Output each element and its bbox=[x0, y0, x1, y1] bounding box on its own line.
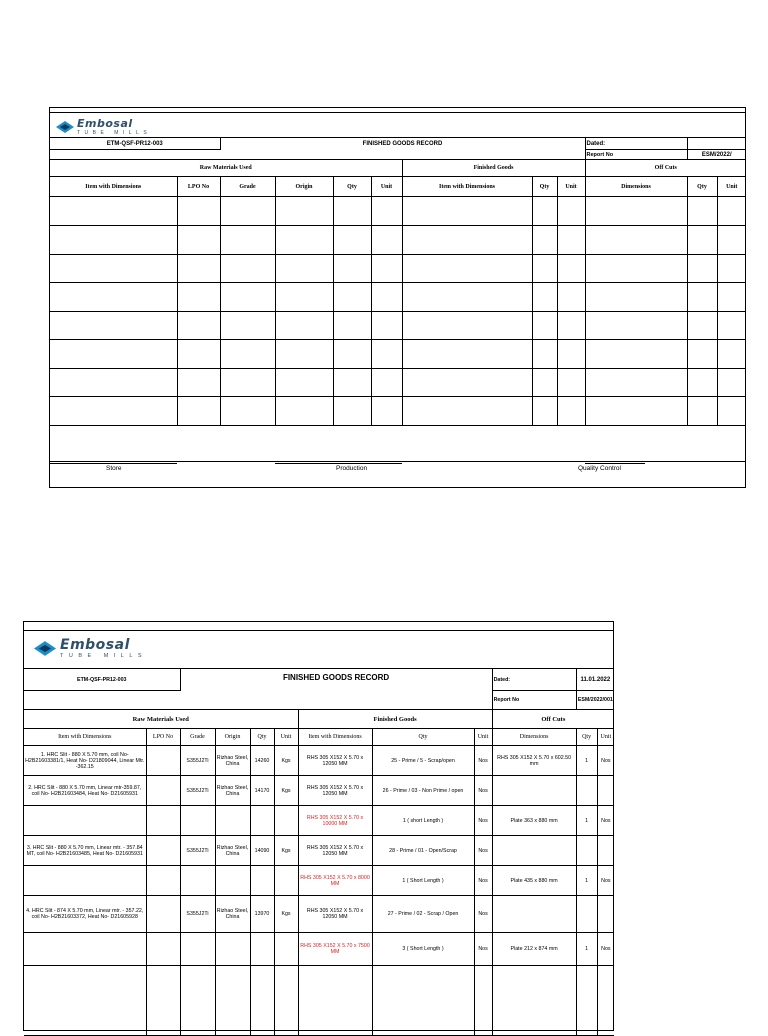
cell-oc-unit[interactable] bbox=[597, 776, 614, 806]
cell-oc-qty[interactable] bbox=[576, 896, 597, 933]
cell-oc-unit[interactable]: Nos bbox=[597, 806, 614, 836]
dated-value[interactable]: 11.01.2022 bbox=[576, 669, 614, 691]
table-cell[interactable] bbox=[402, 255, 532, 283]
table-cell[interactable] bbox=[687, 255, 717, 283]
table-cell[interactable] bbox=[371, 312, 402, 340]
table-cell[interactable] bbox=[371, 226, 402, 255]
cell-fg-unit[interactable]: Nos bbox=[474, 806, 492, 836]
table-cell[interactable] bbox=[50, 226, 177, 255]
table-cell[interactable] bbox=[333, 312, 371, 340]
logo-name: Embosal bbox=[60, 637, 130, 653]
col-oc-dimensions: Dimensions bbox=[492, 729, 576, 746]
table-cell[interactable] bbox=[532, 283, 557, 312]
table-row bbox=[50, 255, 746, 283]
cell-rm-grade[interactable] bbox=[180, 866, 215, 896]
cell-oc-qty[interactable]: 1 bbox=[576, 866, 597, 896]
form-blank bbox=[49, 107, 746, 488]
cell-fg-item[interactable]: RHS 305 X152 X 5.70 x 7500 MM bbox=[298, 933, 372, 966]
cell-oc-unit[interactable]: Nos bbox=[597, 746, 614, 776]
cell-rm-origin[interactable]: Rizhao Steel, China bbox=[215, 746, 250, 776]
report-value[interactable]: ESM/2022/001 bbox=[576, 691, 614, 710]
cell-rm-lpo[interactable] bbox=[146, 966, 180, 1036]
col-fg-qty: Qty bbox=[532, 177, 557, 197]
cell-rm-item[interactable] bbox=[24, 966, 146, 1036]
cell-rm-qty[interactable]: 14090 bbox=[250, 836, 274, 866]
cell-rm-unit[interactable] bbox=[274, 806, 298, 836]
logo-diamond-icon bbox=[34, 641, 56, 656]
section-finished-goods: Finished Goods bbox=[402, 160, 585, 177]
table-cell[interactable] bbox=[532, 369, 557, 397]
dated-label: Dated: bbox=[585, 138, 687, 150]
cell-rm-lpo[interactable] bbox=[146, 806, 180, 836]
header-rule bbox=[24, 630, 613, 631]
cell-rm-unit[interactable]: Kgs bbox=[274, 746, 298, 776]
table-cell[interactable] bbox=[220, 369, 275, 397]
table-cell[interactable] bbox=[402, 340, 532, 369]
table-cell[interactable] bbox=[275, 283, 333, 312]
table-cell[interactable] bbox=[585, 369, 687, 397]
table-cell[interactable] bbox=[687, 369, 717, 397]
cell-oc-dimensions[interactable]: RHS 305 X152 X 5.70 x 602.50 mm bbox=[492, 746, 576, 776]
cell-oc-dimensions[interactable] bbox=[492, 896, 576, 933]
table-cell[interactable] bbox=[220, 340, 275, 369]
cell-oc-unit[interactable]: Nos bbox=[597, 933, 614, 966]
col-item-dimensions: Item with Dimensions bbox=[50, 177, 177, 197]
col-oc-unit: Unit bbox=[597, 729, 614, 746]
table-row bbox=[24, 933, 614, 966]
cell-rm-qty[interactable] bbox=[250, 866, 274, 896]
table-row bbox=[50, 283, 746, 312]
cell-fg-unit[interactable] bbox=[474, 966, 492, 1036]
table-cell[interactable] bbox=[177, 197, 220, 226]
cell-oc-dimensions[interactable] bbox=[492, 776, 576, 806]
form1-body bbox=[50, 197, 746, 426]
table-cell[interactable] bbox=[333, 283, 371, 312]
doc-code: ETM-QSF-PR12-003 bbox=[50, 138, 220, 150]
cell-rm-origin[interactable]: Rizhao Steel, China bbox=[215, 776, 250, 806]
table-cell[interactable] bbox=[532, 226, 557, 255]
cell-fg-qty[interactable]: 26 - Prime / 03 - Non Prime / open bbox=[372, 776, 474, 806]
cell-rm-item[interactable] bbox=[24, 866, 146, 896]
col-grade: Grade bbox=[180, 729, 215, 746]
table-cell[interactable] bbox=[557, 255, 585, 283]
table-cell[interactable] bbox=[687, 312, 717, 340]
table-row bbox=[24, 966, 614, 1036]
signature-quality-control: Quality Control bbox=[578, 465, 621, 472]
cell-rm-origin[interactable] bbox=[215, 866, 250, 896]
logo-diamond-icon bbox=[56, 121, 74, 133]
cell-fg-item[interactable]: RHS 305 X152 X 5.70 x 12050 MM bbox=[298, 746, 372, 776]
table-cell[interactable] bbox=[333, 397, 371, 426]
form-title: FINISHED GOODS RECORD bbox=[180, 669, 492, 691]
table-row bbox=[50, 369, 746, 397]
cell-fg-qty[interactable] bbox=[372, 966, 474, 1036]
table-row bbox=[50, 397, 746, 426]
table-cell[interactable] bbox=[717, 283, 746, 312]
logo-name: Embosal bbox=[77, 117, 133, 130]
table-cell[interactable] bbox=[557, 312, 585, 340]
logo-tagline: TUBE MILLS bbox=[60, 653, 148, 659]
table-cell[interactable] bbox=[532, 397, 557, 426]
cell-fg-item[interactable]: RHS 305 X152 X 5.70 x 10000 MM bbox=[298, 806, 372, 836]
cell-fg-item[interactable] bbox=[298, 966, 372, 1036]
table-cell[interactable] bbox=[585, 340, 687, 369]
table-cell[interactable] bbox=[50, 397, 177, 426]
cell-rm-grade[interactable] bbox=[180, 933, 215, 966]
table-cell[interactable] bbox=[717, 312, 746, 340]
cell-rm-qty[interactable]: 14170 bbox=[250, 776, 274, 806]
table-cell[interactable] bbox=[177, 340, 220, 369]
cell-oc-unit[interactable] bbox=[597, 836, 614, 866]
cell-rm-grade[interactable]: S355J2Ti bbox=[180, 746, 215, 776]
table-cell[interactable] bbox=[402, 283, 532, 312]
company-logo bbox=[56, 118, 151, 136]
col-qty: Qty bbox=[333, 177, 371, 197]
table-cell[interactable] bbox=[275, 226, 333, 255]
cell-oc-unit[interactable] bbox=[597, 896, 614, 933]
table-cell[interactable] bbox=[371, 197, 402, 226]
form2-table bbox=[24, 668, 614, 1036]
cell-fg-qty[interactable]: 28 - Prime / 01 - Open/Scrap bbox=[372, 836, 474, 866]
col-lpo-no: LPO No bbox=[146, 729, 180, 746]
cell-oc-qty[interactable]: 1 bbox=[576, 933, 597, 966]
cell-rm-origin[interactable] bbox=[215, 806, 250, 836]
form-title: FINISHED GOODS RECORD bbox=[220, 138, 585, 150]
section-off-cuts: Off Cuts bbox=[585, 160, 746, 177]
cell-rm-qty[interactable] bbox=[250, 933, 274, 966]
col-unit: Unit bbox=[274, 729, 298, 746]
table-cell[interactable] bbox=[402, 226, 532, 255]
cell-rm-item[interactable]: 3. HRC Slit - 880 X 5.70 mm, Linear mtr. - 357.84 MT, coil No- H2B21603485, Heat No- D21605931 bbox=[24, 836, 146, 866]
logo-tagline: TUBE MILLS bbox=[77, 130, 152, 136]
table-cell[interactable] bbox=[687, 197, 717, 226]
cell-rm-lpo[interactable] bbox=[146, 896, 180, 933]
cell-fg-item[interactable]: RHS 305 X152 X 5.70 x 12050 MM bbox=[298, 776, 372, 806]
cell-fg-unit[interactable]: Nos bbox=[474, 896, 492, 933]
cell-rm-lpo[interactable] bbox=[146, 746, 180, 776]
signature-area bbox=[50, 426, 746, 462]
col-oc-unit: Unit bbox=[717, 177, 746, 197]
table-row bbox=[24, 836, 614, 866]
cell-rm-unit[interactable]: Kgs bbox=[274, 836, 298, 866]
doc-code: ETM-QSF-PR12-003 bbox=[24, 669, 180, 691]
col-fg-unit: Unit bbox=[557, 177, 585, 197]
table-cell[interactable] bbox=[371, 255, 402, 283]
table-cell[interactable] bbox=[371, 283, 402, 312]
col-fg-qty: Qty bbox=[372, 729, 474, 746]
cell-rm-grade[interactable]: S355J2Ti bbox=[180, 896, 215, 933]
signature-store: Store bbox=[106, 465, 122, 472]
cell-fg-unit[interactable]: Nos bbox=[474, 933, 492, 966]
table-cell[interactable] bbox=[275, 340, 333, 369]
table-row bbox=[50, 226, 746, 255]
cell-fg-qty[interactable]: 1 ( Short Length ) bbox=[372, 866, 474, 896]
cell-rm-unit[interactable] bbox=[274, 966, 298, 1036]
cell-rm-qty[interactable]: 13970 bbox=[250, 896, 274, 933]
table-cell[interactable] bbox=[717, 340, 746, 369]
cell-fg-qty[interactable]: 1 ( short Length ) bbox=[372, 806, 474, 836]
cell-rm-origin[interactable] bbox=[215, 966, 250, 1036]
table-cell[interactable] bbox=[220, 312, 275, 340]
cell-rm-item[interactable]: 2. HRC Slit - 880 X 5.70 mm, Linear mtr-359.87, coil No- H2B21603484, Heat No- D21605931 bbox=[24, 776, 146, 806]
table-cell[interactable] bbox=[585, 397, 687, 426]
table-row bbox=[50, 312, 746, 340]
table-cell[interactable] bbox=[402, 369, 532, 397]
table-cell[interactable] bbox=[717, 226, 746, 255]
form1-table bbox=[50, 137, 746, 479]
col-unit: Unit bbox=[371, 177, 402, 197]
cell-fg-qty[interactable]: 25 - Prime / 5 - Scrap/open bbox=[372, 746, 474, 776]
table-cell[interactable] bbox=[687, 397, 717, 426]
col-fg-item-dimensions: Item with Dimensions bbox=[298, 729, 372, 746]
table-cell[interactable] bbox=[585, 197, 687, 226]
cell-rm-lpo[interactable] bbox=[146, 866, 180, 896]
table-cell[interactable] bbox=[333, 369, 371, 397]
cell-oc-qty[interactable]: 1 bbox=[576, 746, 597, 776]
column-header-row bbox=[50, 177, 746, 197]
cell-rm-item[interactable]: 4. HRC Slit - 874 X 5.70 mm, Linear mtr. - 357.22, coil No- H2B21603372, Heat No- D21605928 bbox=[24, 896, 146, 933]
cell-oc-qty[interactable]: 1 bbox=[576, 806, 597, 836]
table-cell[interactable] bbox=[50, 197, 177, 226]
cell-oc-dimensions[interactable] bbox=[492, 836, 576, 866]
cell-fg-item[interactable]: RHS 305 X152 X 5.70 x 12050 MM bbox=[298, 896, 372, 933]
table-cell[interactable] bbox=[687, 283, 717, 312]
report-label: Report No bbox=[585, 150, 687, 160]
table-cell[interactable] bbox=[557, 369, 585, 397]
table-cell[interactable] bbox=[557, 340, 585, 369]
table-cell[interactable] bbox=[275, 397, 333, 426]
form2-body bbox=[24, 746, 614, 1036]
table-cell[interactable] bbox=[557, 226, 585, 255]
table-cell[interactable] bbox=[333, 340, 371, 369]
table-cell[interactable] bbox=[402, 197, 532, 226]
table-cell[interactable] bbox=[275, 197, 333, 226]
table-row bbox=[50, 197, 746, 226]
col-oc-qty: Qty bbox=[687, 177, 717, 197]
cell-oc-unit[interactable] bbox=[597, 966, 614, 1036]
table-row bbox=[24, 866, 614, 896]
cell-oc-unit[interactable]: Nos bbox=[597, 866, 614, 896]
col-origin: Origin bbox=[215, 729, 250, 746]
table-cell[interactable] bbox=[402, 397, 532, 426]
cell-oc-dimensions[interactable]: Plate 435 x 880 mm bbox=[492, 866, 576, 896]
col-grade: Grade bbox=[220, 177, 275, 197]
table-cell[interactable] bbox=[50, 369, 177, 397]
table-cell[interactable] bbox=[333, 197, 371, 226]
table-cell[interactable] bbox=[333, 226, 371, 255]
table-cell[interactable] bbox=[275, 255, 333, 283]
cell-oc-dimensions[interactable] bbox=[492, 966, 576, 1036]
table-cell[interactable] bbox=[177, 397, 220, 426]
table-row bbox=[24, 746, 614, 776]
cell-rm-lpo[interactable] bbox=[146, 836, 180, 866]
table-cell[interactable] bbox=[585, 255, 687, 283]
cell-rm-grade[interactable]: S355J2Ti bbox=[180, 836, 215, 866]
table-cell[interactable] bbox=[275, 369, 333, 397]
cell-oc-qty[interactable] bbox=[576, 836, 597, 866]
table-cell[interactable] bbox=[557, 197, 585, 226]
dated-value[interactable] bbox=[687, 138, 746, 150]
table-cell[interactable] bbox=[220, 197, 275, 226]
cell-fg-unit[interactable]: Nos bbox=[474, 836, 492, 866]
col-fg-unit: Unit bbox=[474, 729, 492, 746]
table-cell[interactable] bbox=[371, 340, 402, 369]
cell-fg-unit[interactable]: Nos bbox=[474, 776, 492, 806]
cell-oc-dimensions[interactable]: Plate 363 x 880 mm bbox=[492, 806, 576, 836]
cell-fg-unit[interactable]: Nos bbox=[474, 746, 492, 776]
cell-rm-lpo[interactable] bbox=[146, 776, 180, 806]
table-cell[interactable] bbox=[402, 312, 532, 340]
table-cell[interactable] bbox=[532, 340, 557, 369]
signature-production: Production bbox=[336, 465, 368, 472]
cell-oc-dimensions[interactable]: Plate 212 x 874 mm bbox=[492, 933, 576, 966]
col-qty: Qty bbox=[250, 729, 274, 746]
cell-oc-qty[interactable] bbox=[576, 966, 597, 1036]
cell-rm-unit[interactable] bbox=[274, 866, 298, 896]
table-cell[interactable] bbox=[177, 226, 220, 255]
cell-oc-qty[interactable] bbox=[576, 776, 597, 806]
table-cell[interactable] bbox=[717, 369, 746, 397]
table-cell[interactable] bbox=[177, 283, 220, 312]
table-cell[interactable] bbox=[717, 255, 746, 283]
cell-rm-grade[interactable]: S355J2Ti bbox=[180, 776, 215, 806]
header-rule bbox=[50, 112, 745, 113]
table-cell[interactable] bbox=[557, 283, 585, 312]
table-cell[interactable] bbox=[717, 197, 746, 226]
table-cell[interactable] bbox=[687, 226, 717, 255]
cell-rm-item[interactable] bbox=[24, 806, 146, 836]
table-cell[interactable] bbox=[50, 312, 177, 340]
col-lpo-no: LPO No bbox=[177, 177, 220, 197]
table-cell[interactable] bbox=[585, 226, 687, 255]
col-oc-dimensions: Dimensions bbox=[585, 177, 687, 197]
table-row bbox=[24, 896, 614, 933]
table-cell[interactable] bbox=[177, 312, 220, 340]
section-raw-materials: Raw Materials Used bbox=[24, 710, 298, 729]
table-cell[interactable] bbox=[177, 255, 220, 283]
form-filled bbox=[23, 621, 614, 1031]
cell-rm-origin[interactable]: Rizhao Steel, China bbox=[215, 836, 250, 866]
cell-fg-qty[interactable]: 27 - Prime / 02 - Scrap / Open bbox=[372, 896, 474, 933]
table-row bbox=[24, 806, 614, 836]
table-row bbox=[50, 340, 746, 369]
table-cell[interactable] bbox=[532, 255, 557, 283]
table-cell[interactable] bbox=[50, 283, 177, 312]
table-cell[interactable] bbox=[50, 255, 177, 283]
table-row bbox=[24, 776, 614, 806]
section-raw-materials: Raw Materials Used bbox=[50, 160, 402, 177]
table-cell[interactable] bbox=[275, 312, 333, 340]
cell-rm-unit[interactable]: Kgs bbox=[274, 776, 298, 806]
cell-rm-qty[interactable] bbox=[250, 806, 274, 836]
cell-rm-item[interactable] bbox=[24, 933, 146, 966]
col-fg-item-dimensions: Item with Dimensions bbox=[402, 177, 532, 197]
cell-rm-grade[interactable] bbox=[180, 806, 215, 836]
table-cell[interactable] bbox=[717, 397, 746, 426]
report-value[interactable]: ESM/2022/ bbox=[687, 150, 746, 160]
cell-rm-unit[interactable] bbox=[274, 933, 298, 966]
table-cell[interactable] bbox=[532, 197, 557, 226]
table-cell[interactable] bbox=[371, 369, 402, 397]
company-logo bbox=[34, 638, 147, 659]
table-cell[interactable] bbox=[177, 369, 220, 397]
table-cell[interactable] bbox=[220, 283, 275, 312]
cell-rm-qty[interactable] bbox=[250, 966, 274, 1036]
table-cell[interactable] bbox=[687, 340, 717, 369]
column-header-row bbox=[24, 729, 614, 746]
section-finished-goods: Finished Goods bbox=[298, 710, 492, 729]
dated-label: Dated: bbox=[492, 669, 576, 691]
section-off-cuts: Off Cuts bbox=[492, 710, 614, 729]
table-cell[interactable] bbox=[585, 312, 687, 340]
cell-fg-qty[interactable]: 3 ( Short Length ) bbox=[372, 933, 474, 966]
table-cell[interactable] bbox=[585, 283, 687, 312]
cell-rm-origin[interactable]: Rizhao Steel, China bbox=[215, 896, 250, 933]
table-cell[interactable] bbox=[220, 226, 275, 255]
table-cell[interactable] bbox=[220, 397, 275, 426]
cell-rm-lpo[interactable] bbox=[146, 933, 180, 966]
cell-rm-origin[interactable] bbox=[215, 933, 250, 966]
cell-rm-item[interactable]: 1. HRC Slit - 880 X 5.70 mm, coil No- H2B21603381/1, Heat No- D21809044, Linear Mtr. -362.15 bbox=[24, 746, 146, 776]
cell-fg-item[interactable]: RHS 305 X152 X 5.70 x 8000 MM bbox=[298, 866, 372, 896]
col-item-dimensions: Item with Dimensions bbox=[24, 729, 146, 746]
col-oc-qty: Qty bbox=[576, 729, 597, 746]
cell-fg-item[interactable]: RHS 305 X152 X 5.70 x 12050 MM bbox=[298, 836, 372, 866]
table-cell[interactable] bbox=[50, 340, 177, 369]
table-cell[interactable] bbox=[557, 397, 585, 426]
table-cell[interactable] bbox=[371, 397, 402, 426]
col-origin: Origin bbox=[275, 177, 333, 197]
table-cell[interactable] bbox=[532, 312, 557, 340]
cell-rm-qty[interactable]: 14260 bbox=[250, 746, 274, 776]
cell-rm-unit[interactable]: Kgs bbox=[274, 896, 298, 933]
table-cell[interactable] bbox=[333, 255, 371, 283]
report-label: Report No bbox=[492, 691, 576, 710]
cell-fg-unit[interactable]: Nos bbox=[474, 866, 492, 896]
table-cell[interactable] bbox=[220, 255, 275, 283]
cell-rm-grade[interactable] bbox=[180, 966, 215, 1036]
